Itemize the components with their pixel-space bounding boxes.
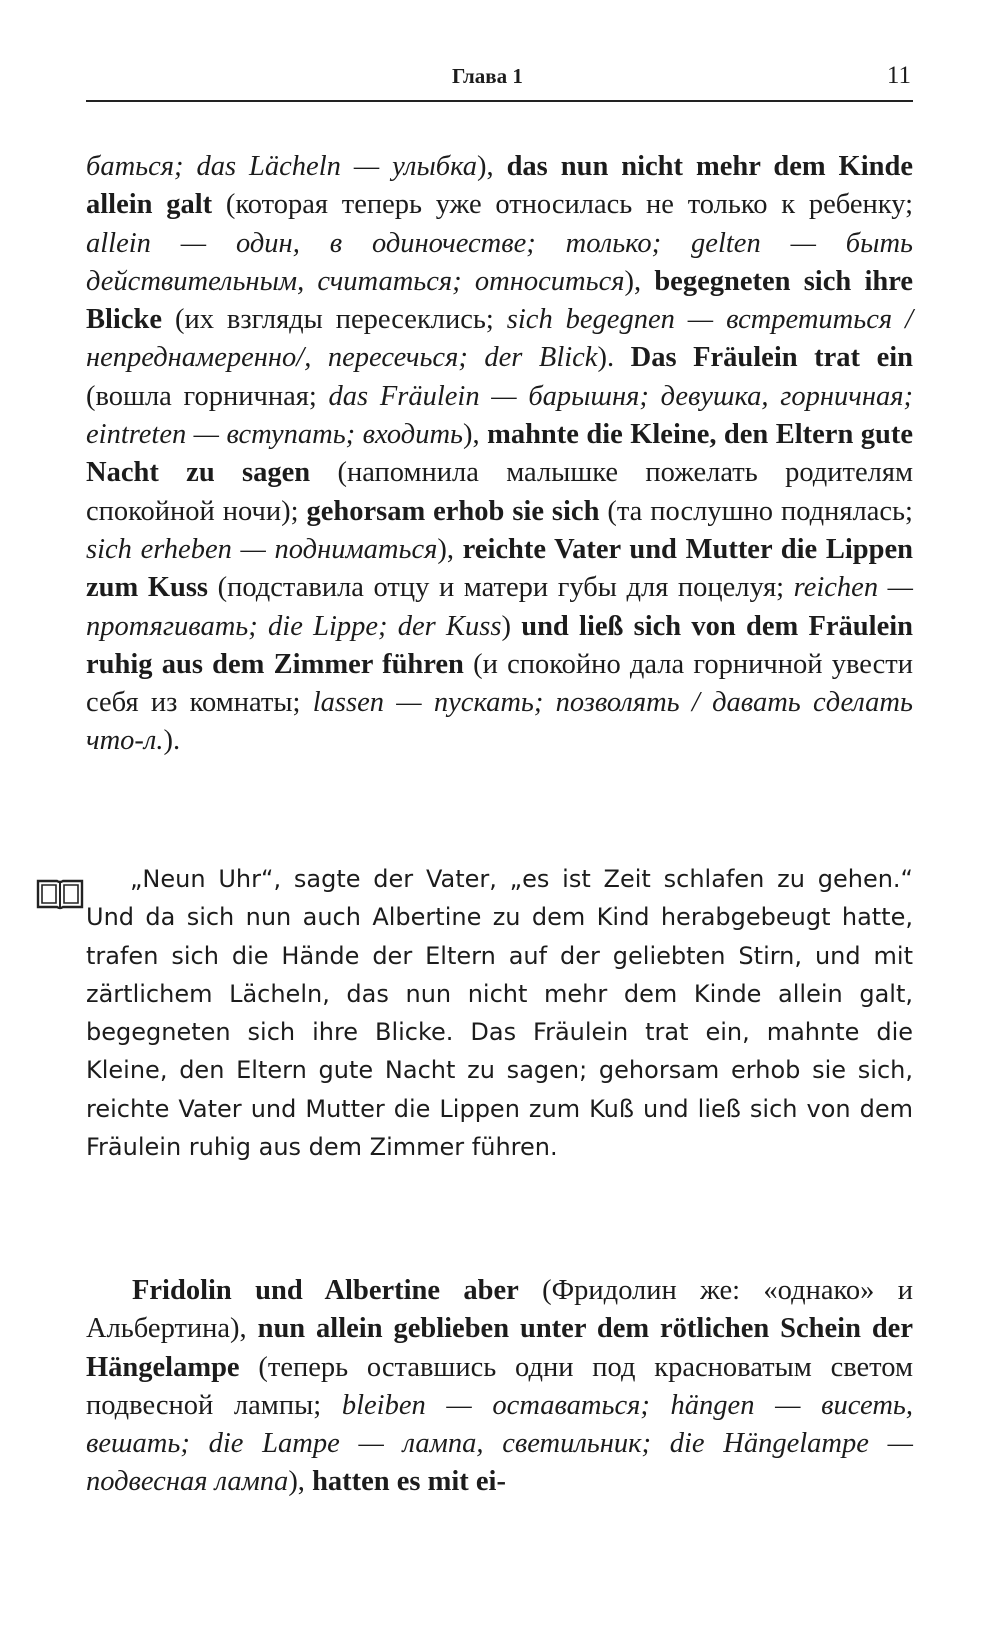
book-icon: [35, 876, 85, 912]
italic-gloss: allein — один, в одиночестве; только; gelten — быть действительным, считаться; относиться: [86, 227, 913, 297]
italic-gloss: reichen — протягивать; die Lippe; der Kuss: [86, 572, 913, 642]
bold-phrase: reichte Vater und Mutter die Lippen zum Kuss: [86, 533, 913, 604]
translation-text: (подставила отцу и матери губы для поцелуя;: [208, 572, 794, 604]
translation-text: (их взгляды пересеклись;: [162, 304, 507, 336]
translation-text: (та послушно поднялась;: [599, 495, 913, 527]
chapter-heading: Глава 1: [452, 64, 523, 88]
page-number: 11: [886, 62, 911, 89]
italic-gloss: bleiben — оставаться; hängen — висеть, вешать; die Lampe — лампа, светильник; die Hängelampe — подвесная лампа: [86, 1389, 913, 1498]
translation-text: (вошла горничная;: [86, 380, 329, 412]
translation-text: ),: [288, 1466, 313, 1498]
bold-phrase: nun allein geblieben unter dem rötlichen Schein der Hängelampe: [86, 1313, 913, 1383]
original-text-block: „Neun Uhr“, sagte der Vater, „es ist Zeit schlafen zu gehen.“ Und da sich nun auch Albertine zu dem Kind herabgebeugt hatte, trafen sich die Hände der Eltern auf der geliebten Stirn, und mit zärtlichem Lächeln, das nun nicht mehr dem Kinde allein galt, begegneten sich ihre Blicke. Das Fräulein trat ein, mahnte die Kleine, den Eltern gute Nacht zu sagen; gehorsam erhob sie sich, reichte Vater und Mutter die Lippen zum Kuß und ließ sich von dem Fräulein ruhig aus dem Zimmer führen.: [86, 865, 913, 1162]
bold-phrase: hatten es mit ei-: [312, 1466, 506, 1498]
bold-phrase: Fridolin und Albertine aber: [132, 1275, 519, 1306]
page-header: [86, 60, 913, 102]
italic-gloss: sich erheben — подниматься: [86, 533, 438, 565]
bold-phrase: und ließ sich von dem Fräulein ruhig aus dem Zimmer führen: [86, 610, 913, 680]
bold-phrase: begegneten sich ihre Blicke: [86, 265, 913, 336]
translation-text: (Фридолин же: «однако» и Альбертина),: [86, 1275, 914, 1345]
translation-text: ),: [437, 533, 463, 565]
italic-gloss: баться; das Lächeln — улыбка: [86, 151, 477, 182]
translation-text: ),: [463, 419, 488, 451]
translation-text: ),: [476, 151, 507, 182]
translation-text: ).: [163, 725, 181, 757]
translation-text: ),: [624, 265, 655, 297]
bold-phrase: gehorsam erhob sie sich: [306, 495, 600, 527]
italic-gloss: lassen — пускать; позволять / давать сделать что-л.: [86, 687, 913, 757]
commentary-paragraph-2: [86, 1272, 913, 1502]
translation-text: (напомнила малышке пожелать родителям спокойной ночи);: [86, 457, 913, 527]
italic-gloss: das Fräulein — барышня; девушка, горничная; eintreten — вступать; входить: [86, 380, 913, 451]
italic-gloss: sich begegnen — встретиться /непреднамеренно/, пересечься; der Blick: [86, 304, 913, 374]
translation-text: (и спокойно дала горничной увести себя из комнаты;: [86, 648, 913, 719]
translation-text: ).: [597, 342, 631, 374]
commentary-paragraph-1: [86, 148, 913, 761]
bold-phrase: das nun nicht mehr dem Kinde allein galt: [86, 151, 913, 221]
bold-phrase: Das Fräulein trat ein: [630, 342, 913, 374]
translation-text: (которая теперь уже относилась не только к ребенку;: [212, 189, 914, 221]
translation-text: (теперь оставшись одни под красноватым светом подвесной лампы;: [86, 1351, 913, 1421]
translation-text: ): [501, 610, 522, 642]
bold-phrase: mahnte die Kleine, den Eltern gute Nacht zu sagen: [86, 419, 913, 489]
